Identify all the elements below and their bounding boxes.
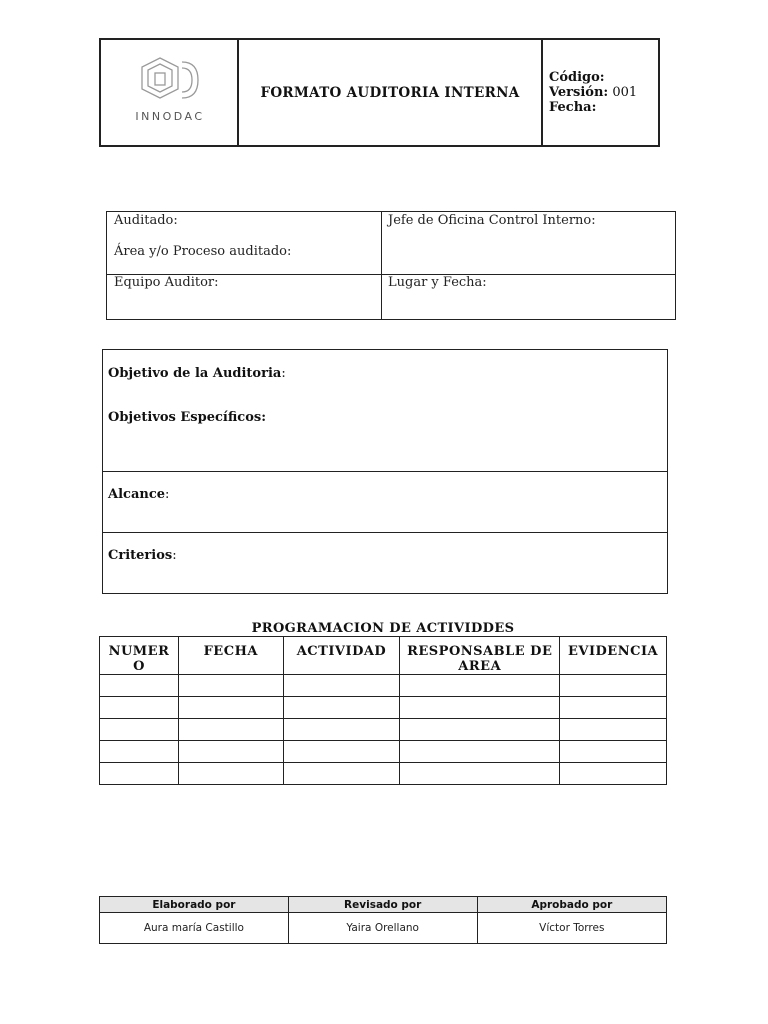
alcance-label: Alcance [108, 487, 166, 502]
document-meta [543, 40, 658, 145]
table-cell[interactable] [560, 763, 667, 785]
signatures-names-row [100, 913, 667, 944]
table-cell[interactable] [178, 741, 283, 763]
codigo-label: Código: [549, 70, 605, 85]
table-cell[interactable] [100, 675, 179, 697]
table-cell[interactable] [283, 697, 400, 719]
aprobado-por-name: Víctor Torres [477, 913, 666, 944]
table-row [100, 675, 667, 697]
revisado-por-header: Revisado por [288, 897, 477, 913]
objetivo-row[interactable] [103, 366, 667, 381]
table-cell[interactable] [560, 719, 667, 741]
jefe-oficina-field[interactable]: Jefe de Oficina Control Interno: [388, 213, 596, 228]
table-cell[interactable] [400, 697, 560, 719]
objetivo-colon: : [281, 366, 286, 381]
table-cell[interactable] [400, 719, 560, 741]
elaborado-por-name: Aura maría Castillo [100, 913, 289, 944]
col-evidencia: EVIDENCIA [560, 637, 667, 675]
table-cell[interactable] [283, 763, 400, 785]
table-row [100, 763, 667, 785]
alcance-divider [103, 532, 667, 533]
col-numero: NUMER O [100, 637, 179, 675]
table-cell[interactable] [178, 697, 283, 719]
table-cell[interactable] [400, 741, 560, 763]
table-cell[interactable] [100, 763, 179, 785]
objetivos-especificos-label: Objetivos Específicos: [108, 410, 266, 425]
objectives-box [102, 349, 668, 594]
table-cell[interactable] [560, 697, 667, 719]
table-row [100, 719, 667, 741]
table-cell[interactable] [178, 675, 283, 697]
fecha-label: Fecha: [549, 100, 597, 115]
table-cell[interactable] [560, 675, 667, 697]
col-responsable: RESPONSABLE DE AREA [400, 637, 560, 675]
signatures-header-row [100, 897, 667, 913]
table-cell[interactable] [400, 763, 560, 785]
table-cell[interactable] [178, 719, 283, 741]
aprobado-por-header: Aprobado por [477, 897, 666, 913]
table-cell[interactable] [283, 741, 400, 763]
table-cell[interactable] [283, 675, 400, 697]
criterios-label: Criterios [108, 548, 173, 563]
equipo-auditor-field[interactable]: Equipo Auditor: [114, 275, 219, 290]
table-cell[interactable] [560, 741, 667, 763]
version-label: Versión: [549, 85, 609, 100]
elaborado-por-header: Elaborado por [100, 897, 289, 913]
alcance-colon: : [165, 487, 170, 502]
col-fecha: FECHA [178, 637, 283, 675]
table-cell[interactable] [100, 697, 179, 719]
objectives-divider [103, 471, 667, 472]
lugar-fecha-field[interactable]: Lugar y Fecha: [388, 275, 487, 290]
document-title: FORMATO AUDITORIA INTERNA [239, 40, 543, 145]
table-cell[interactable] [283, 719, 400, 741]
col-actividad: ACTIVIDAD [283, 637, 400, 675]
area-proceso-field[interactable]: Área y/o Proceso auditado: [114, 244, 292, 259]
table-cell[interactable] [100, 741, 179, 763]
logo-cell [101, 40, 239, 145]
version-value: 001 [612, 85, 638, 100]
table-cell[interactable] [400, 675, 560, 697]
programacion-title: PROGRAMACION DE ACTIVIDDES [251, 621, 515, 636]
audit-info-table [106, 211, 676, 320]
criterios-row[interactable] [103, 548, 667, 563]
table-row [100, 741, 667, 763]
activities-body [100, 675, 667, 785]
objetivos-especificos-row[interactable] [103, 410, 667, 425]
revisado-por-name: Yaira Orellano [288, 913, 477, 944]
criterios-colon: : [172, 548, 177, 563]
table-cell[interactable] [100, 719, 179, 741]
signatures-table [99, 896, 667, 944]
objetivo-label: Objetivo de la Auditoria [108, 366, 282, 381]
document-header [99, 38, 660, 147]
innodac-logo-icon [138, 54, 202, 106]
alcance-row[interactable] [103, 487, 667, 502]
activities-table [99, 636, 667, 785]
activities-header-row [100, 637, 667, 675]
table-cell[interactable] [178, 763, 283, 785]
logo-text: INNODAC [135, 110, 205, 123]
info-divider-vertical [381, 212, 382, 319]
auditado-field[interactable]: Auditado: [114, 213, 178, 228]
table-row [100, 697, 667, 719]
